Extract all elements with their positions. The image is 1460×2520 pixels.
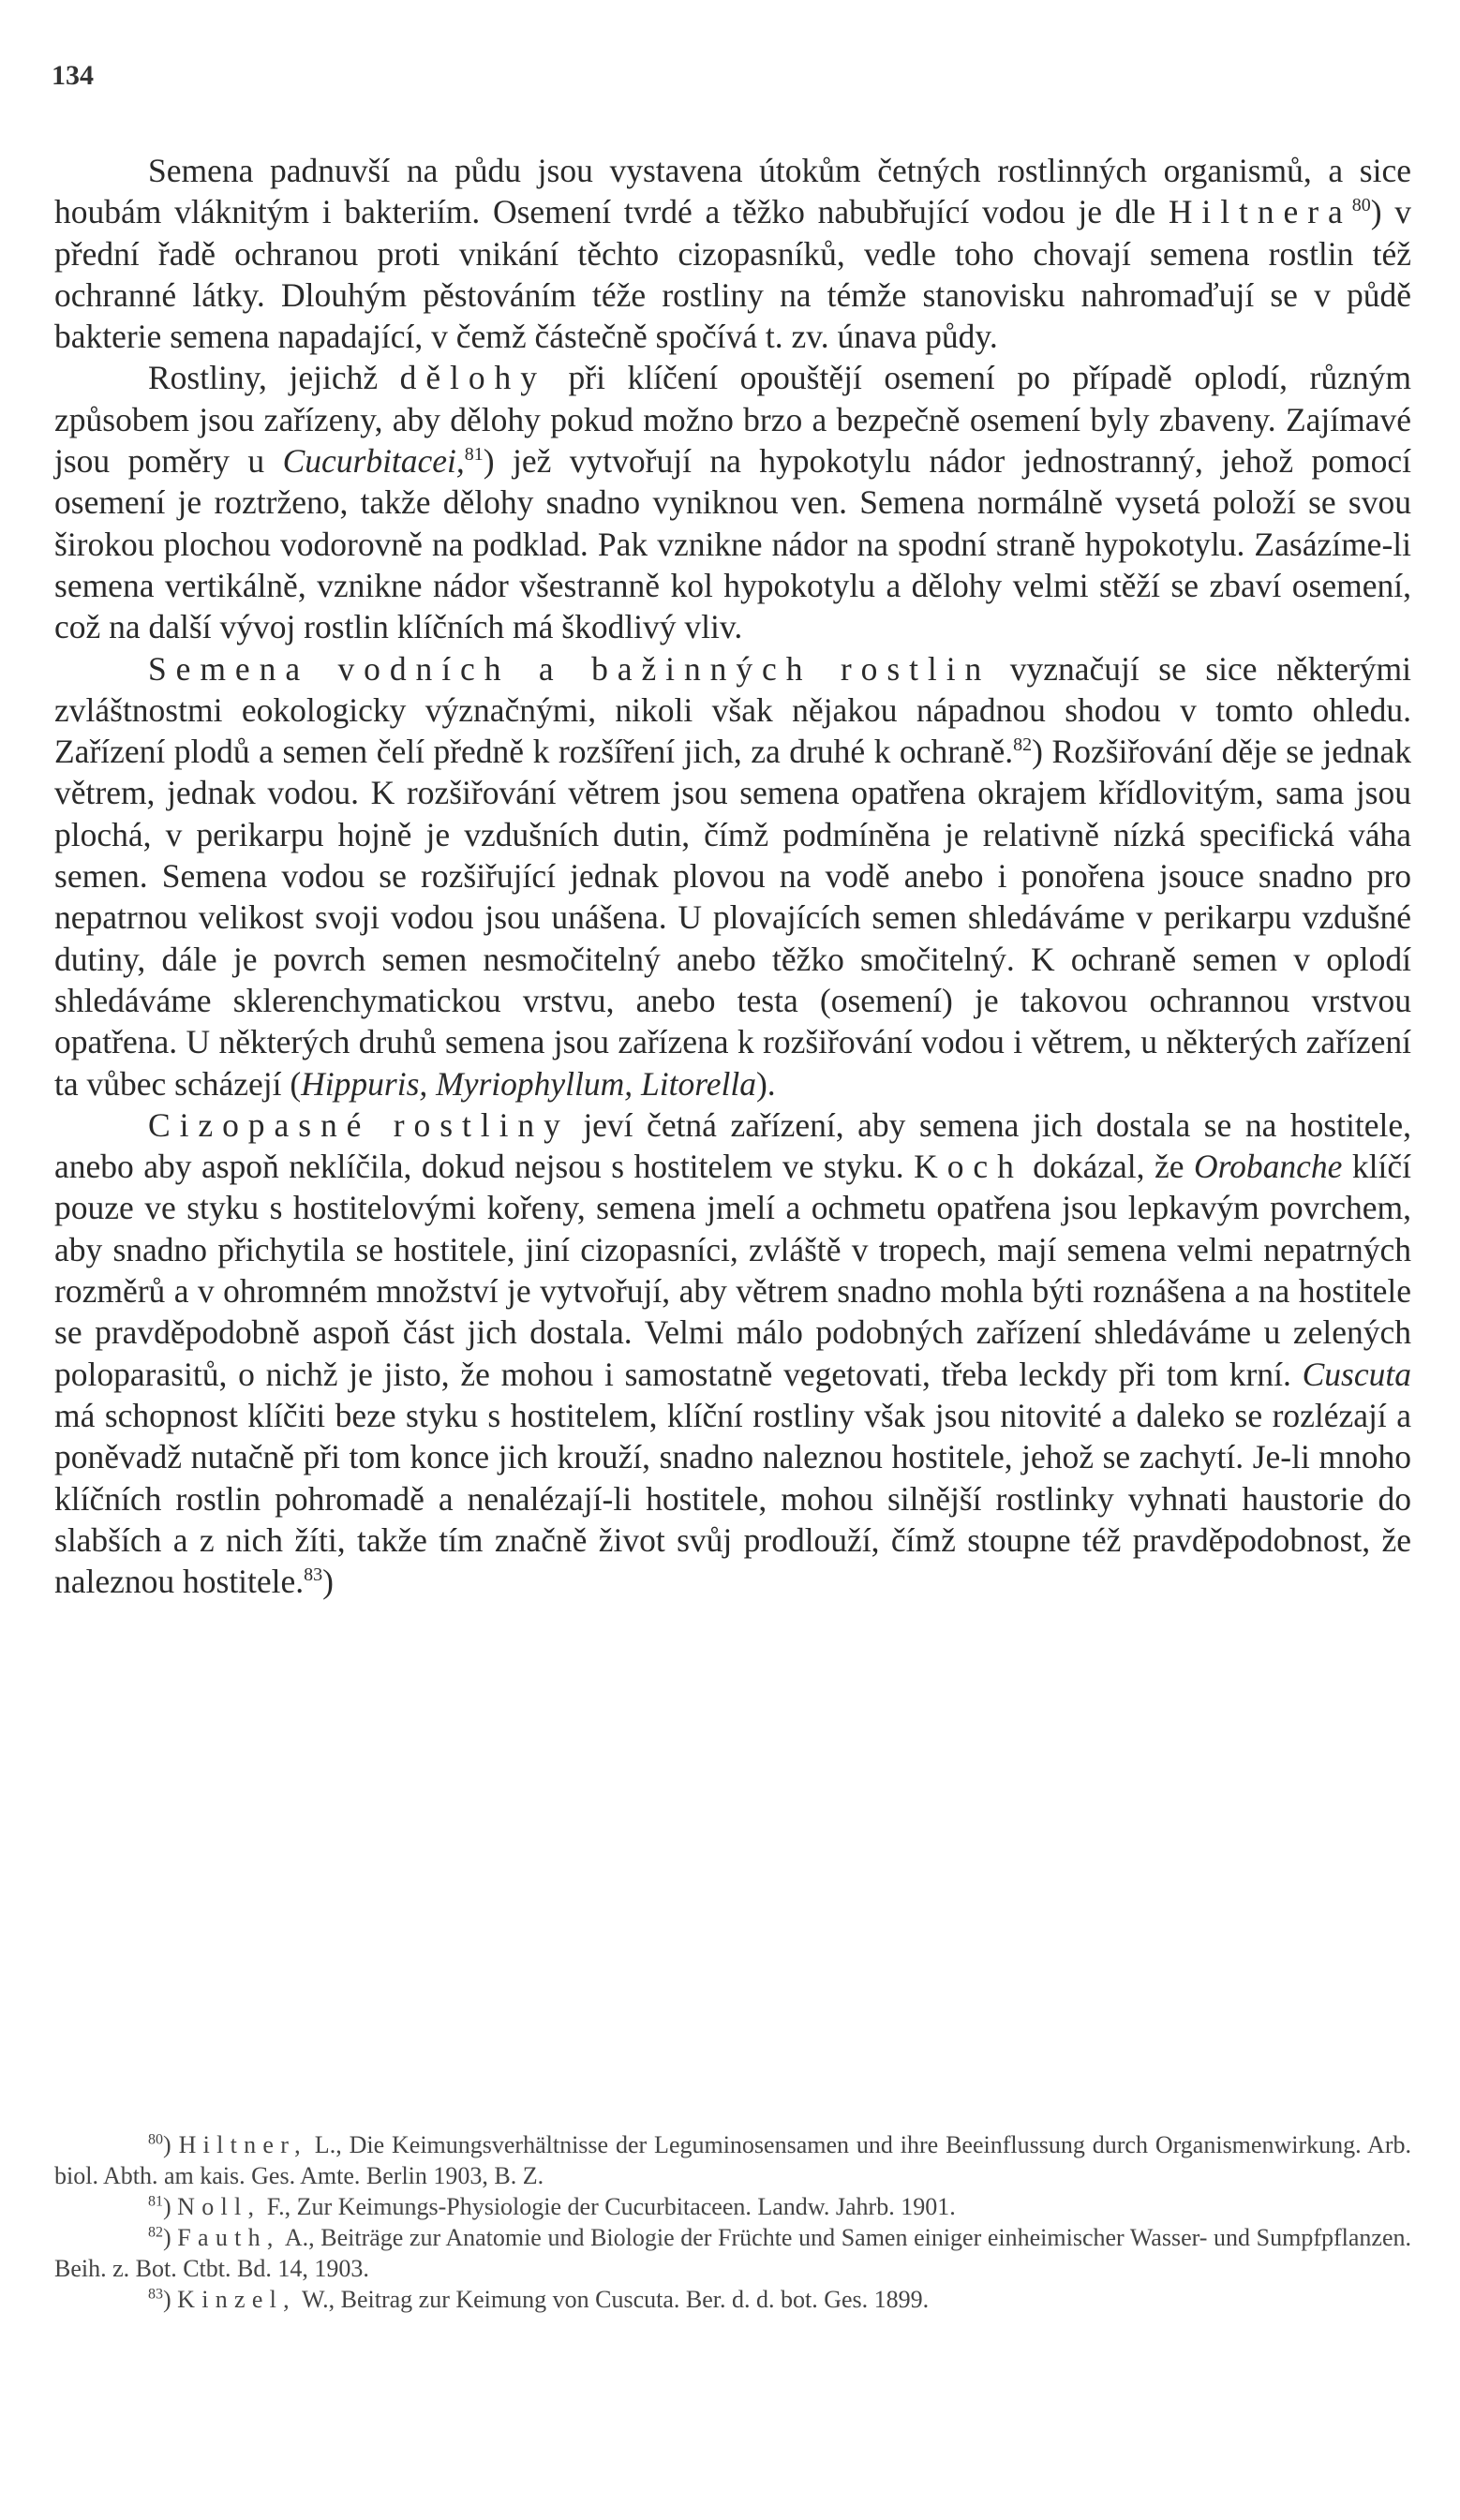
text-run: ) jež vytvořují na hypokotylu nádor jednostranný, jehož pomocí osemení je roztrženo, takže dělohy snadno vyniknou ven. Semena normálně vysetá položí se svou širokou plochou vodorovně na podklad. Pak vznikne nádor na spodní straně hypokotylu. Zasázíme-li semena vertikálně, vznikne nádor všestranně kol hypokotylu a dělohy velmi stěží se zbaví osemení, což na další vývoj rostlin klíčních má škodlivý vliv. — [54, 442, 1411, 646]
text-run: dokázal, že — [1022, 1148, 1194, 1186]
footnote-ref-82: 82 — [1013, 734, 1033, 756]
text-run: ). — [755, 1064, 776, 1103]
latin-name: Cucurbitacei, — [282, 442, 465, 481]
footnote-83 — [54, 2284, 1411, 2315]
footnote-82 — [54, 2222, 1411, 2284]
author-name-emphasis: Hiltnera — [1168, 193, 1352, 231]
text-run: má schopnost klíčiti beze styku s hostitelem, klíční rostliny však jsou nitovité a daleko se rozlézají a poněvadž nutačně při tom konce jich krouží, snadno naleznou hostitele, jehož se zachytí. Je-li mnoho klíčních rostlin pohromadě a nenalézají-li hostitele, mohou silnější rostlinky vyhnati haustorie do slabších a z nich žíti, takže tím značně život svůj prodlouží, čímž stoupne též pravděpodobnost, že naleznou hostitele. — [54, 1396, 1411, 1601]
page-number: 134 — [52, 60, 94, 91]
text-run: ) Rozšiřování děje se jednak větrem, jednak vodou. K rozšiřování větrem jsou semena opatřena okrajem křídlovitým, sama jsou plochá, v perikarpu hojně je vzdušních dutin, čímž podmíněna je relativně nízká specifická váha semen. Semena vodou se rozšiřující jednak plovou na vodě anebo i ponořena jsouce snadno pro nepatrnou velikost svoji vodou jsou unášena. U plovajících semen shledáváme v perikarpu vzdušné dutiny, dále je povrch semen nesmočitelný anebo těžko smočitelný. K ochraně semen v oplodí shledáváme sklerenchymatickou vrstvu, anebo testa (osemení) je takovou ochrannou vrstvou opatřena. U některých druhů semena jsou zařízena k rozšiřování vodou i větrem, u některých zařízení ta vůbec scházejí ( — [54, 733, 1411, 1103]
footnote-mark: 83 — [148, 2286, 163, 2303]
footnote-mark: 81 — [148, 2193, 163, 2210]
paragraph-cotyledons — [54, 357, 1411, 647]
text-run: ) — [322, 1563, 334, 1601]
term-emphasis: dělohy — [399, 359, 546, 397]
footnote-text: L., Die Keimungsverhältnisse der Leguminosensamen und ihre Beeinflussung durch Organismenwirkung. Arb. biol. Abth. am kais. Ges. Amte. Berlin 1903, B. Z. — [54, 2131, 1411, 2189]
footnote-paren: ) — [163, 2193, 178, 2220]
footnote-ref-81: 81 — [464, 444, 484, 466]
term-emphasis: Semena vodních a bažinných rostlin — [148, 649, 991, 688]
footnote-paren: ) — [163, 2131, 179, 2158]
footnote-paren: ) — [163, 2286, 178, 2313]
footnote-paren: ) — [163, 2224, 178, 2251]
text-run: Semena padnuvší na půdu jsou vystavena útokům četných rostlinných organismů, a sice houbám vláknitým i bakteriím. Osemení tvrdé a těžko nabubřující vodou je dle — [54, 152, 1411, 231]
footnote-text: A., Beiträge zur Anatomie und Biologie der Früchte und Samen einiger einheimischer Wasser- und Sumpfpflanzen. Beih. z. Bot. Ctbt. Bd. 14, 1903. — [54, 2224, 1411, 2282]
text-run: klíčí pouze ve styku s hostitelovými kořeny, semena jmelí a ochmetu opatřena jsou lepkavým povrchem, aby snadno přichytila se hostitele, jiní cizopasníci, zvláště v tropech, mají semena velmi nepatrných rozměrů a v ohromném množství je vytvořují, aby větrem snadno mohla býti roznášena a na hostitele se pravděpodobně aspoň část jich dostala. Velmi málo podobných zařízení shledáváme u zelených poloparasitů, o nichž je jisto, že mohou i samostatně vegetovati, třeba leckdy při tom krní. — [54, 1148, 1411, 1393]
latin-name: Cuscuta — [1302, 1355, 1411, 1393]
footnote-author: Hiltner, — [178, 2131, 307, 2158]
text-run: ) v přední řadě ochranou proti vnikání těchto cizopasníků, vedle toho chovají semena rostlin též ochranné látky. Dlouhým pěstováním téže rostliny na témže stanovisku nahromaďují se v půdě bakterie semena napadající, v čemž částečně spočívá t. zv. únava půdy. — [54, 193, 1411, 356]
footnote-mark: 82 — [148, 2224, 163, 2241]
text-run: při klíčení opouštějí osemení po případě oplodí, různým způsobem jsou zařízeny, aby dělohy pokud možno brzo a bezpečně osemení byly zbaveny. Zajímavé jsou poměry u — [54, 359, 1411, 481]
footnote-ref-80: 80 — [1351, 195, 1371, 216]
paragraph-seed-protection — [54, 150, 1411, 357]
term-emphasis: Cizopasné rostliny — [148, 1105, 570, 1144]
latin-name: Orobanche — [1194, 1148, 1343, 1186]
footnote-author: Fauth, — [177, 2224, 280, 2251]
footnote-ref-83: 83 — [304, 1564, 323, 1586]
footnote-author: Noll, — [177, 2193, 261, 2220]
text-run: jeví četná zařízení, aby semena jich dostala se na hostitele, anebo aby aspoň neklíčila, dokud nejsou s hostitelem ve styku. — [54, 1105, 1411, 1186]
footnote-author: Kinzel, — [177, 2286, 296, 2313]
footnote-text: W., Beitrag zur Keimung von Cuscuta. Ber. d. d. bot. Ges. 1899. — [295, 2286, 930, 2313]
paragraph-aquatic-seeds — [54, 648, 1411, 1104]
footnote-text: F., Zur Keimungs-Physiologie der Cucurbitaceen. Landw. Jahrb. 1901. — [261, 2193, 956, 2220]
latin-name: Hippuris, Myriophyllum, Litorella — [301, 1064, 756, 1103]
footnotes — [54, 2129, 1411, 2315]
footnote-80 — [54, 2129, 1411, 2191]
paragraph-parasitic-plants — [54, 1104, 1411, 1603]
author-name-emphasis: Koch — [914, 1148, 1023, 1186]
text-run: vyznačují se sice některými zvláštnostmi eokologicky význačnými, nikoli však nějakou nápadnou shodou v tomto ohledu. Zařízení plodů a semen čelí předně k rozšíření jich, za druhé k ochraně. — [54, 649, 1412, 771]
text-run: Rostliny, jejichž — [148, 359, 400, 397]
body-text — [54, 150, 1411, 1602]
footnote-81 — [54, 2191, 1411, 2222]
footnote-mark: 80 — [148, 2131, 163, 2148]
